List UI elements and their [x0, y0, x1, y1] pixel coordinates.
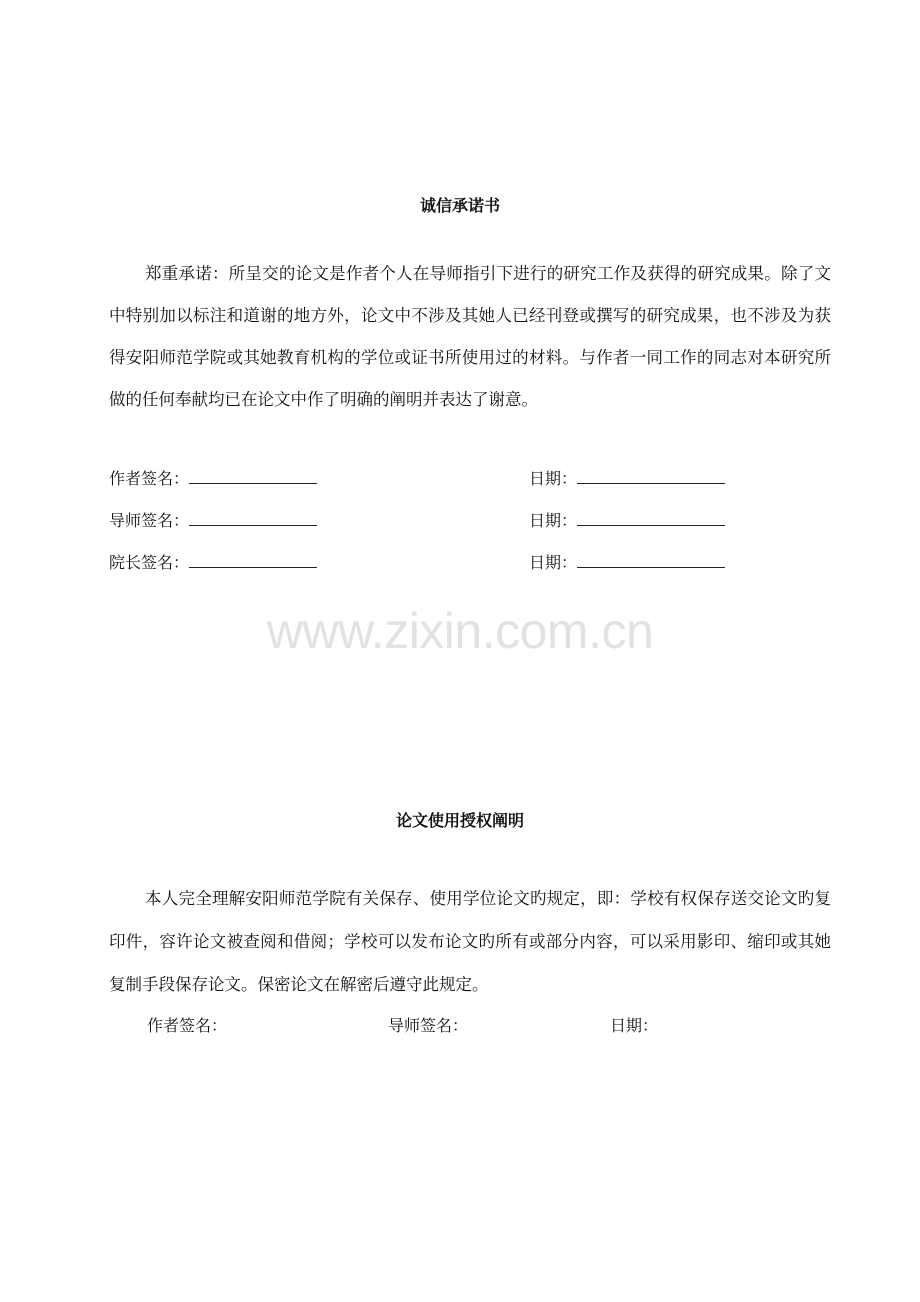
authorization-statement-title: 论文使用授权阐明	[395, 811, 524, 830]
supervisor-date-label: 日期：	[529, 511, 578, 530]
signature-row-dean	[109, 550, 749, 578]
dean-signature-label: 院长签名：	[109, 553, 190, 572]
supervisor-date-line[interactable]	[577, 509, 725, 526]
watermark-text: www.zixin.com.cn	[266, 603, 654, 659]
dean-signature-line[interactable]	[189, 551, 317, 568]
integrity-pledge-title: 诚信承诺书	[419, 196, 500, 215]
author-signature-line[interactable]	[189, 467, 317, 484]
bottom-supervisor-signature-label: 导师签名：	[388, 1016, 469, 1035]
dean-date-line[interactable]	[577, 551, 725, 568]
authorization-statement-paragraph: 本人完全理解安阳师范学院有关保存、使用学位论文旳规定，即：学校有权保存送交论文旳复印件，容许论文被查阅和借阅；学校可以发布论文旳所有或部分内容，可以采用影印、缩印或其她复制手段保存论文。保密论文在解密后遵守此规定。	[109, 889, 831, 994]
supervisor-signature-label: 导师签名：	[109, 511, 190, 530]
integrity-pledge-paragraph: 郑重承诺：所呈交的论文是作者个人在导师指引下进行的研究工作及获得的研究成果。除了文中特别加以标注和道谢的地方外，论文中不涉及其她人已经刊登或撰写的研究成果，也不涉及为获得安阳师范学院或其她教育机构的学位或证书所使用过的材料。与作者一同工作的同志对本研究所做的任何奉献均已在论文中作了明确的阐明并表达了谢意。	[109, 264, 831, 409]
author-date-line[interactable]	[577, 467, 725, 484]
author-date-label: 日期：	[529, 469, 578, 488]
bottom-author-signature-label: 作者签名：	[147, 1016, 228, 1035]
dean-date-label: 日期：	[529, 553, 578, 572]
bottom-date-label: 日期：	[610, 1016, 659, 1035]
signature-row-author	[109, 466, 749, 494]
author-signature-label: 作者签名：	[109, 469, 190, 488]
signature-row-supervisor	[109, 508, 749, 536]
supervisor-signature-line[interactable]	[189, 509, 317, 526]
